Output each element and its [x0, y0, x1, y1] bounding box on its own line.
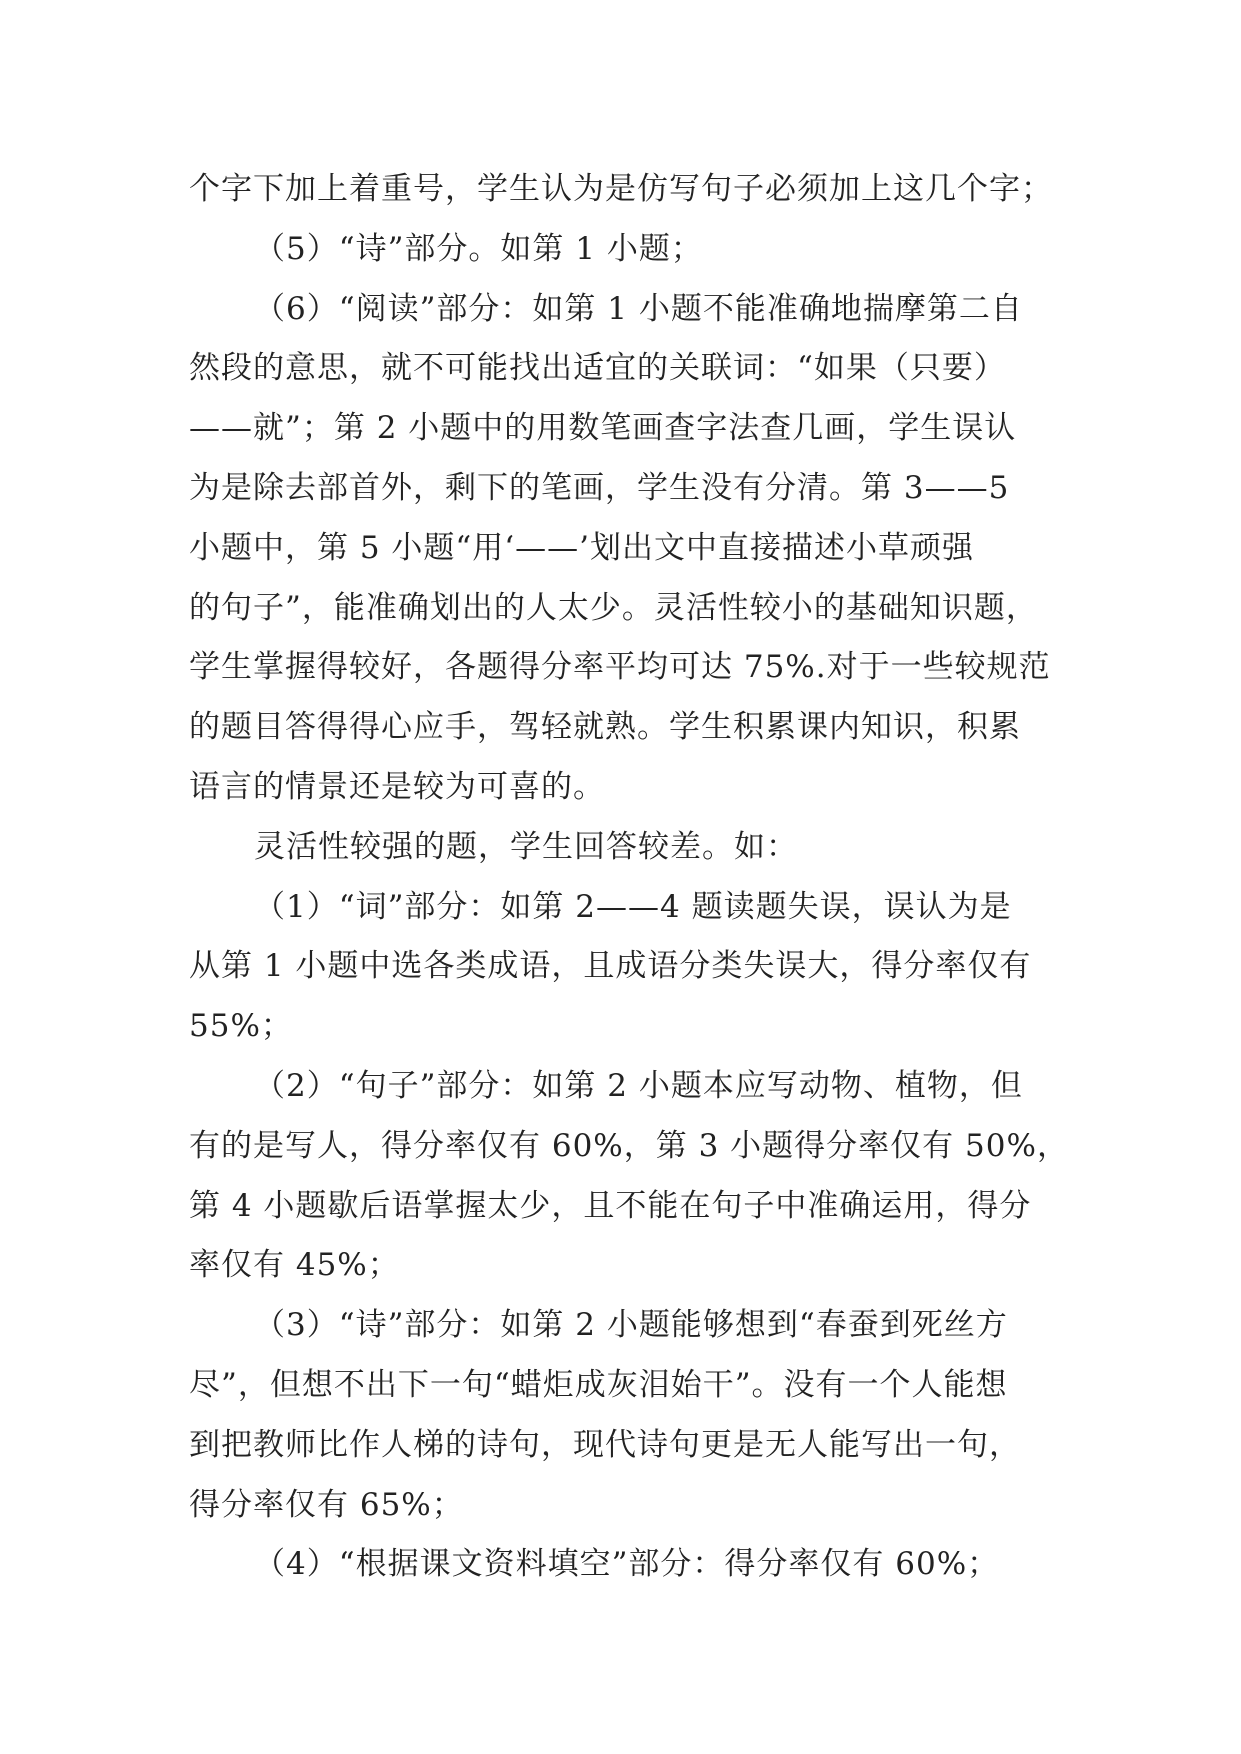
text-line: 55%； [189, 1008, 293, 1045]
text-line: 第 4 小题歇后语掌握太少，且不能在句子中准确运用，得分 [189, 1187, 1032, 1224]
text-line: 到把教师比作人梯的诗句，现代诗句更是无人能写出一句， [189, 1426, 1021, 1463]
text-line: 个字下加上着重号，学生认为是仿写句子必须加上这几个字； [189, 171, 1053, 207]
text-line: （2）“句子”部分：如第 2 小题本应写动物、植物，但 [254, 1067, 1023, 1104]
text-line: 的题目答得得心应手，驾轻就熟。学生积累课内知识，积累 [189, 709, 1021, 746]
text-line: 尽”，但想不出下一句“蜡炬成灰泪始干”。没有一个人能想 [189, 1366, 1008, 1403]
text-line: （4）“根据课文资料填空”部分：得分率仅有 60%； [254, 1546, 1000, 1583]
text-line: 从第 1 小题中选各类成语，且成语分类失误大，得分率仅有 [189, 948, 1032, 985]
text-line: （6）“阅读”部分：如第 1 小题不能准确地揣摩第二自 [254, 290, 1023, 327]
text-line: （5）“诗”部分。如第 1 小题； [254, 230, 703, 267]
text-line: 得分率仅有 65%； [189, 1486, 464, 1523]
text-line: 率仅有 45%； [189, 1247, 400, 1284]
text-line: ——就”；第 2 小题中的用数笔画查字法查几画，学生误认 [189, 410, 1017, 447]
text-line: 灵活性较强的题，学生回答较差。如： [254, 828, 798, 865]
text-line: 然段的意思，就不可能找出适宜的关联词：“如果（只要） [189, 350, 1006, 387]
text-line: 有的是写人，得分率仅有 60%，第 3 小题得分率仅有 50%， [189, 1127, 1069, 1164]
document-body-text [189, 160, 1069, 1595]
text-line: 的句子”，能准确划出的人太少。灵活性较小的基础知识题， [189, 589, 1038, 626]
text-line: 学生掌握得较好，各题得分率平均可达 75%.对于一些较规范 [189, 649, 1051, 686]
text-line: （3）“诗”部分：如第 2 小题能够想到“春蚕到死丝方 [254, 1307, 1008, 1344]
text-line: 为是除去部首外，剩下的笔画，学生没有分清。第 3——5 [189, 469, 1010, 506]
text-line: （1）“词”部分：如第 2——4 题读题失误，误认为是 [254, 888, 1012, 925]
text-line: 语言的情景还是较为可喜的。 [189, 768, 605, 805]
text-line: 小题中，第 5 小题“用‘——’划出文中直接描述小草顽强 [189, 529, 974, 566]
